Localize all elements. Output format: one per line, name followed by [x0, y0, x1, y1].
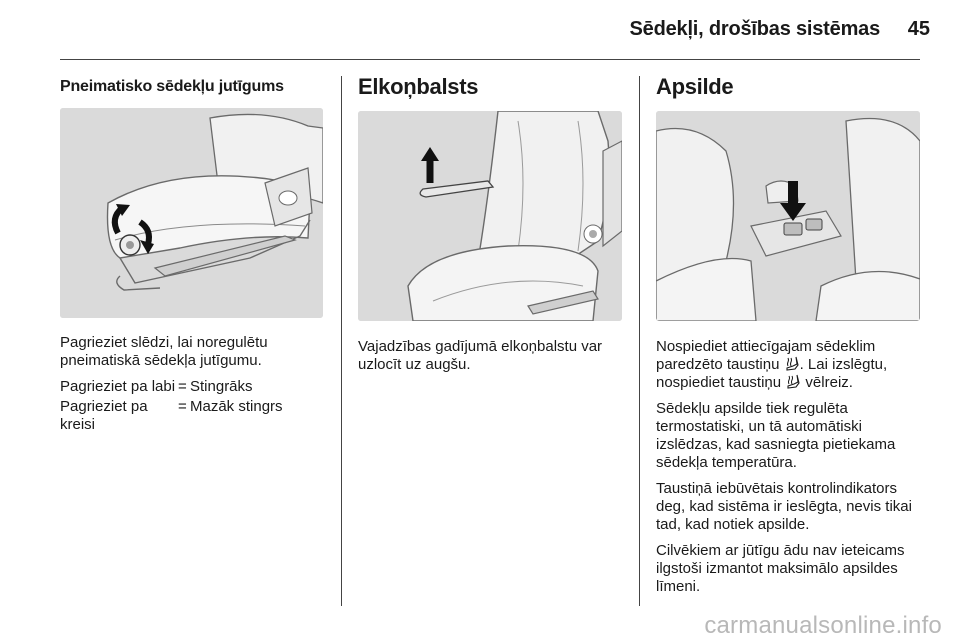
text-span: Nospiediet attiecīgajam sēdeklim paredzēto taustiņu: [656, 338, 876, 373]
setting-action: Pagrieziet pa kreisi: [60, 398, 148, 433]
setting-result: Mazāk stingrs: [190, 398, 283, 415]
section-armrest: [358, 74, 626, 100]
seat-knob-icon: [60, 108, 323, 318]
armrest-fold-illustration: [358, 111, 622, 321]
settings-table: [60, 378, 326, 436]
page-header-title: Sēdekļi, drošības sistēmas: [629, 18, 880, 40]
section-1-text: [60, 334, 326, 436]
setting-action: Pagrieziet pa labi: [60, 378, 176, 395]
seat-heating-icon: [785, 356, 799, 371]
setting-equals: =: [178, 378, 187, 395]
column-divider: [341, 76, 342, 606]
seat-rotary-knob-illustration: [60, 108, 323, 318]
section-pneumatic-seat: [60, 74, 326, 96]
section-heading: Pneimatisko sēdekļu jutīgums: [60, 78, 284, 95]
seat-heating-icon: [786, 374, 800, 389]
section-heading: Apsilde: [656, 74, 734, 99]
armrest-icon: [358, 111, 622, 321]
heating-paragraph: Cilvēkiem ar jūtīgu ādu nav ieteicams ilgstoši izmantot maksimālo apsildes līmeni.: [656, 542, 905, 595]
setting-result: Stingrāks: [190, 378, 253, 395]
instruction-text: Pagrieziet slēdzi, lai noregulētu pneimatiskā sēdekļa jutīgumu.: [60, 334, 268, 369]
heating-paragraph: Sēdekļu apsilde tiek regulēta termostatiski, un tā automātiski izslēdzas, kad sasniegta pietiekama sēdekļa temperatūra.: [656, 400, 896, 471]
text-span: . Lai izslēgtu, nospiediet taustiņu: [656, 356, 888, 391]
column-divider: [639, 76, 640, 606]
text-span: vēlreiz.: [801, 374, 853, 391]
table-row: [60, 398, 326, 436]
page-number: 45: [907, 18, 930, 40]
setting-equals: =: [178, 398, 187, 415]
table-row: [60, 378, 326, 398]
watermark: carmanualsonline.info: [704, 612, 942, 639]
section-heading: Elkoņbalsts: [358, 74, 479, 99]
seat-heating-button-illustration: [656, 111, 920, 321]
section-3-text: [656, 338, 922, 604]
heating-instruction: [656, 338, 922, 392]
heating-paragraph: Taustiņā iebūvētais kontrolindikators deg, kad sistēma ir ieslēgta, nevis tikai tad, kad notiek apsilde.: [656, 480, 912, 533]
armrest-text: Vajadzības gadījumā elkoņbalstu var uzlocīt uz augšu.: [358, 338, 603, 373]
heating-button-icon: [656, 111, 920, 321]
section-heating: [656, 74, 922, 100]
section-2-text: [358, 338, 626, 382]
header-rule: [60, 59, 920, 60]
